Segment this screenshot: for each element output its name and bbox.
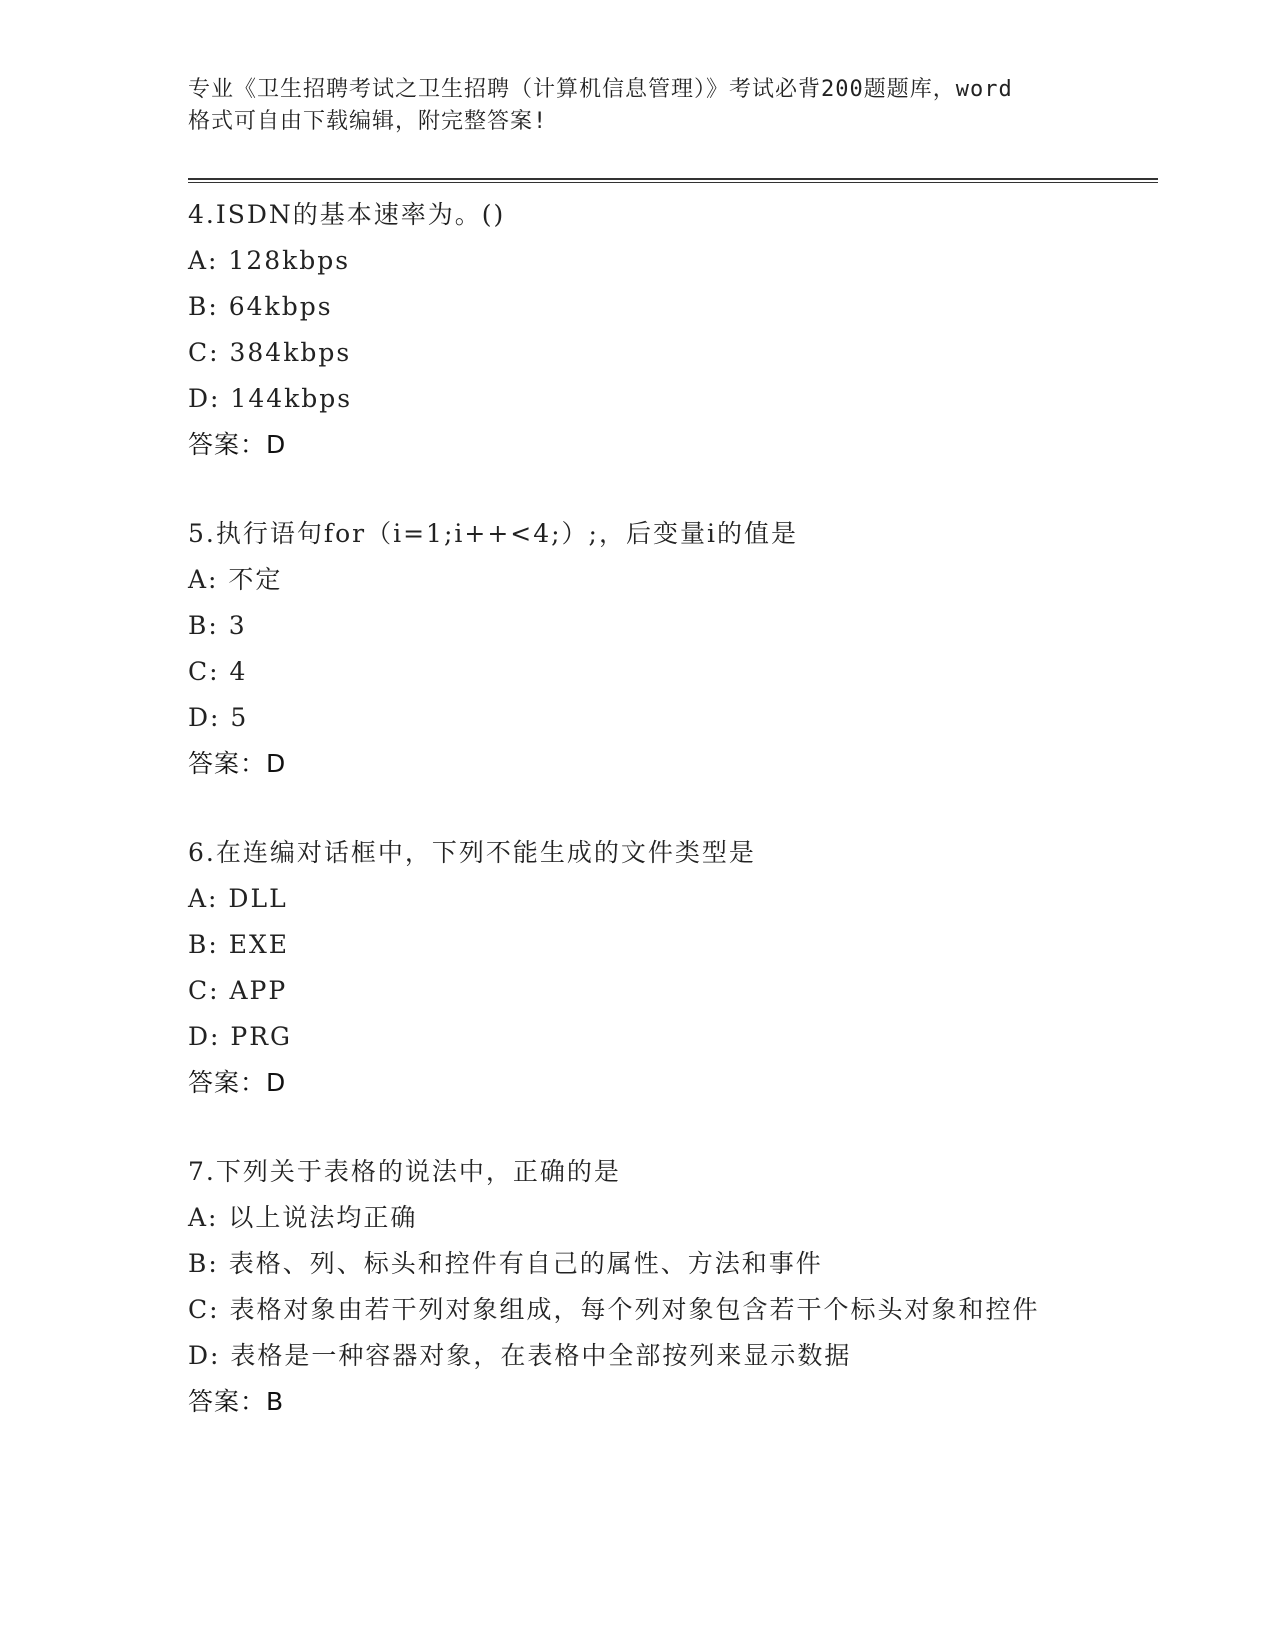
option-b: B: 64kbps <box>188 292 333 321</box>
option-d: D: 表格是一种容器对象，在表格中全部按列来显示数据 <box>188 1341 852 1370</box>
header-line-1: 专业《卫生招聘考试之卫生招聘（计算机信息管理）》考试必背200题题库，word <box>188 77 1013 102</box>
option-c: C: 384kbps <box>188 338 352 367</box>
answer-line: 答案：D <box>188 749 287 778</box>
answer-line: 答案：B <box>188 1387 285 1416</box>
header-line-2: 格式可自由下载编辑，附完整答案! <box>188 109 548 134</box>
question-6 <box>188 830 1138 1106</box>
option-d: D: PRG <box>188 1022 293 1051</box>
question-4 <box>188 192 1138 468</box>
header-divider <box>188 178 1158 183</box>
option-b: B: 表格、列、标头和控件有自己的属性、方法和事件 <box>188 1249 823 1278</box>
option-d: D: 144kbps <box>188 384 353 413</box>
option-d: D: 5 <box>188 703 249 732</box>
answer-line: 答案：D <box>188 430 287 459</box>
option-b: B: EXE <box>188 930 290 959</box>
question-stem: 6.在连编对话框中，下列不能生成的文件类型是 <box>188 838 756 867</box>
question-stem: 5.执行语句for（i=1;i++<4;）;，后变量i的值是 <box>188 519 798 548</box>
option-a: A: DLL <box>188 884 288 913</box>
option-c: C: 表格对象由若干列对象组成，每个列对象包含若干个标头对象和控件 <box>188 1295 1040 1324</box>
question-5 <box>188 511 1138 787</box>
question-7 <box>188 1149 1138 1425</box>
document-header <box>188 74 1088 138</box>
answer-line: 答案：D <box>188 1068 287 1097</box>
option-c: C: 4 <box>188 657 248 686</box>
option-a: A: 以上说法均正确 <box>188 1203 418 1232</box>
option-a: A: 不定 <box>188 565 283 594</box>
question-stem: 7.下列关于表格的说法中，正确的是 <box>188 1157 621 1186</box>
option-a: A: 128kbps <box>188 246 351 275</box>
option-c: C: APP <box>188 976 288 1005</box>
question-stem: 4.ISDN的基本速率为。() <box>188 200 506 229</box>
question-list <box>188 192 1138 1468</box>
option-b: B: 3 <box>188 611 247 640</box>
